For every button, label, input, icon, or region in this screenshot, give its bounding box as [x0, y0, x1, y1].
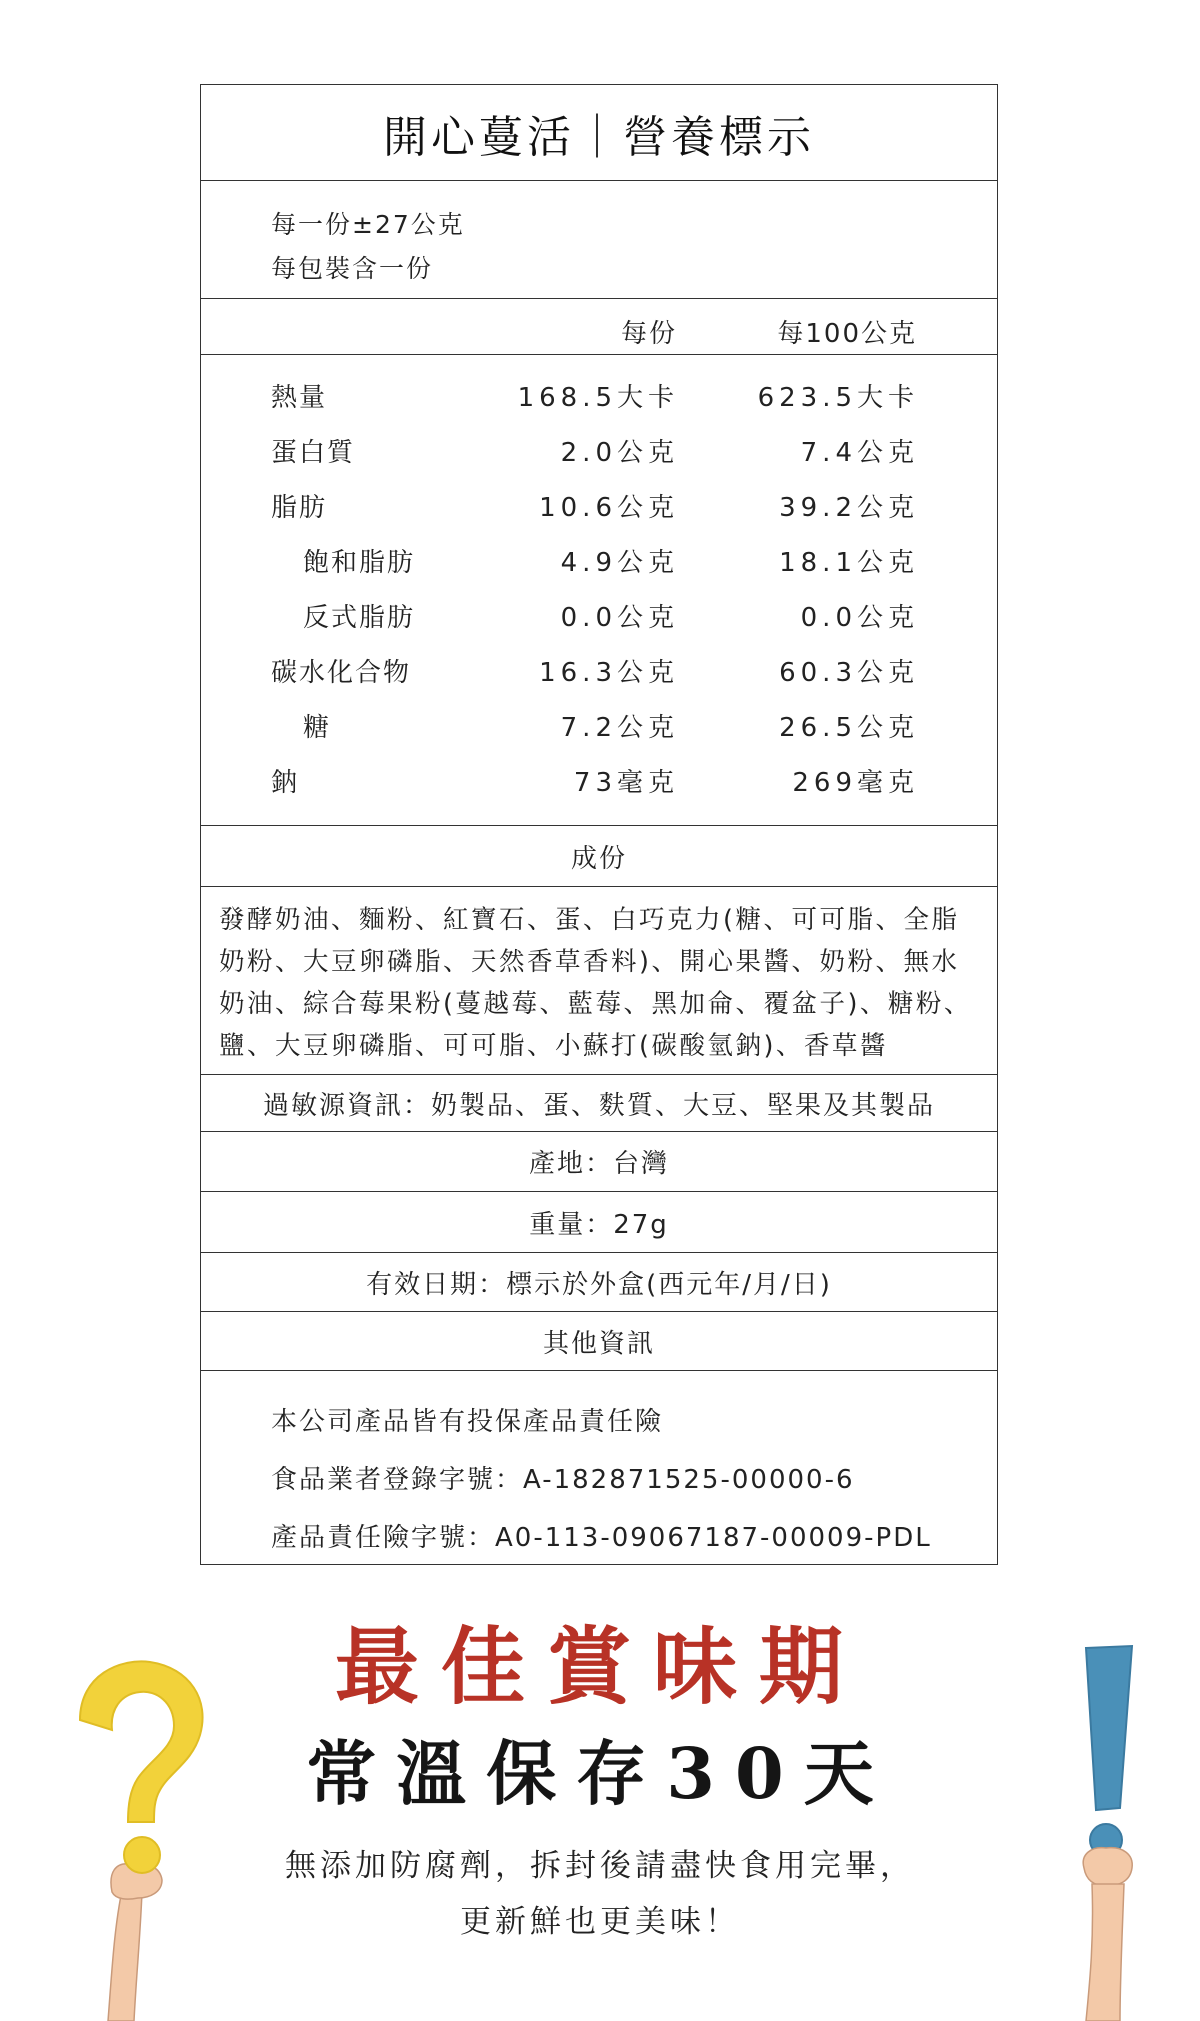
nutrient-per-100g: 269毫克: [792, 768, 919, 798]
nutrient-name: 碳水化合物: [271, 658, 412, 688]
nutrition-label: [200, 84, 998, 1565]
nutrient-per-serving: 16.3公克: [539, 658, 679, 688]
nutrient-per-100g: 26.5公克: [779, 713, 919, 743]
nutrient-name: 熱量: [271, 383, 328, 413]
nutrient-per-100g: 18.1公克: [779, 548, 919, 578]
nutrient-name: 糖: [303, 713, 332, 743]
nutrient-row: [201, 377, 997, 417]
nutrient-row: [201, 432, 997, 472]
nutrient-per-100g: 0.0公克: [800, 603, 919, 633]
col-per-100g: 每100公克: [777, 319, 917, 349]
nutrient-name: 蛋白質: [271, 438, 356, 468]
nutrient-per-serving: 2.0公克: [560, 438, 679, 468]
nutrient-row: [201, 652, 997, 692]
nutrient-table: [201, 355, 997, 826]
nutrient-name: 鈉: [271, 768, 300, 798]
nutrient-row: [201, 707, 997, 747]
other-info: [201, 1371, 997, 1566]
hand-holding-question-mark-icon: [50, 1640, 220, 2021]
nutrient-per-serving: 73毫克: [573, 768, 679, 798]
weight-info: 重量：27g: [201, 1192, 997, 1253]
hand-holding-exclamation-mark-icon: [1040, 1640, 1170, 2021]
nutrient-per-serving: 0.0公克: [560, 603, 679, 633]
food-registration-number: 食品業者登錄字號：A-182871525-00000-6: [271, 1465, 855, 1495]
nutrient-row: [201, 542, 997, 582]
ingredients-text: 發酵奶油、麵粉、紅寶石、蛋、白巧克力(糖、可可脂、全脂奶粉、大豆卵磷脂、天然香草香料)、開心果醬、奶粉、無水奶油、綜合莓果粉(蔓越莓、藍莓、黑加侖、覆盆子)、糖粉、鹽、大豆卵磷脂、可可脂、小蘇打(碳酸氫鈉)、香草醬: [201, 887, 997, 1075]
nutrient-name: 反式脂肪: [303, 603, 416, 633]
servings-per-pack: 每包裝含一份: [271, 254, 434, 283]
nutrient-row: [201, 762, 997, 802]
nutrient-row: [201, 487, 997, 527]
nutrient-per-100g: 60.3公克: [779, 658, 919, 688]
nutrient-per-100g: 7.4公克: [800, 438, 919, 468]
freshness-note-line1: 無添加防腐劑，拆封後請盡快食用完畢，: [285, 1848, 915, 1884]
liability-insurance-number: 產品責任險字號：A0-113-09067187-00009-PDL: [271, 1523, 932, 1553]
nutrient-per-serving: 10.6公克: [539, 493, 679, 523]
ingredients-header: 成份: [201, 826, 997, 887]
best-before-heading: 最佳賞味期: [334, 1617, 865, 1716]
col-per-serving: 每份: [620, 319, 677, 349]
freshness-note-line2: 更新鮮也更美味！: [460, 1904, 740, 1940]
nutrient-per-serving: 168.5大卡: [517, 383, 679, 413]
origin-info: 產地：台灣: [201, 1132, 997, 1192]
label-title: 開心蔓活｜營養標示: [201, 85, 997, 181]
serving-size: 每一份±27公克: [271, 210, 465, 239]
nutrient-per-100g: 39.2公克: [779, 493, 919, 523]
nutrient-name: 飽和脂肪: [303, 548, 416, 578]
nutrient-row: [201, 597, 997, 637]
nutrient-per-100g: 623.5大卡: [757, 383, 919, 413]
expiry-info: 有效日期：標示於外盒(西元年/月/日): [201, 1253, 997, 1312]
allergen-info: 過敏源資訊：奶製品、蛋、麩質、大豆、堅果及其製品: [201, 1075, 997, 1132]
insurance-statement: 本公司產品皆有投保產品責任險: [271, 1407, 664, 1437]
nutrient-per-serving: 7.2公克: [560, 713, 679, 743]
nutrient-column-header: [201, 299, 997, 355]
storage-heading: 常溫保存30天: [306, 1732, 894, 1815]
nutrient-name: 脂肪: [271, 493, 328, 523]
nutrient-per-serving: 4.9公克: [560, 548, 679, 578]
other-info-header: 其他資訊: [201, 1312, 997, 1371]
serving-info: [201, 181, 997, 299]
